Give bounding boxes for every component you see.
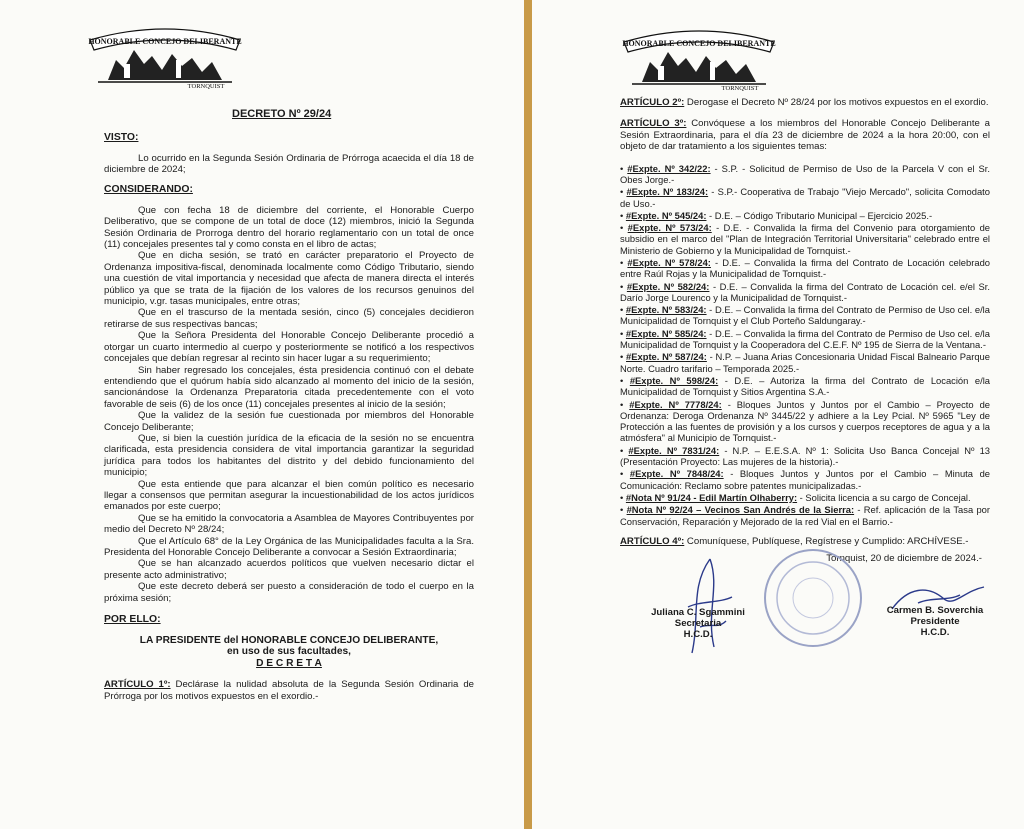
signature-secretary	[628, 607, 768, 640]
council-crest-logo-right	[620, 22, 778, 92]
agenda-item-text: - D.E. – Convalida la firma del Contrato de Permiso de Uso cel. e/la Municipalidad de Tornquist y el Club Porteño Saldungaray.-	[620, 304, 990, 327]
bullet-icon: •	[620, 280, 627, 292]
agenda-item	[620, 351, 990, 374]
agenda-item	[620, 163, 990, 186]
agenda-item-ref: #Expte. Nº 7831/24:	[628, 444, 720, 456]
president-name: Carmen B. Soverchia	[886, 604, 984, 616]
agenda-item-ref: #Expte. Nº 582/24:	[626, 280, 710, 292]
agenda-item	[620, 328, 990, 351]
secretary-role: Secretaria	[674, 617, 722, 629]
bullet-icon: •	[620, 444, 629, 456]
signature-president	[870, 605, 1000, 638]
signature-area	[620, 565, 990, 675]
agenda-item-ref: #Expte. Nº 598/24:	[629, 374, 719, 386]
agenda-item	[620, 504, 990, 527]
considerando-paragraph: Sin haber regresado los concejales, ésta presidencia continuó con el debate entendiendo que el quórum había sido alcanzado al momento del inicio de la sesión, sancionándose la Ordenanza Preparatoria citada precedentemente con el voto favorable de seis (6) de los once (11) concejales presentes al inicio de la sesión;	[104, 364, 474, 410]
agenda-item-ref: #Expte. Nº 342/22:	[627, 162, 711, 174]
bullet-icon: •	[620, 222, 628, 234]
bullet-icon: •	[620, 398, 630, 410]
agenda-item-ref: #Expte. Nº 7848/24:	[629, 468, 724, 480]
agenda-items-list	[620, 163, 990, 527]
article-2-label: ARTÍCULO 2º:	[620, 97, 685, 108]
crest-town-text-right: TORNQUIST	[721, 85, 759, 92]
visto-text: Lo ocurrido en la Segunda Sesión Ordinaria de Prórroga acaecida el día 18 de diciembre de 2024;	[104, 153, 474, 176]
agenda-item	[620, 304, 990, 327]
official-seal-stamp	[758, 543, 868, 653]
considerando-paragraph: Que este decreto deberá ser puesto a consideración de todo el cuerpo en la próxima sesión;	[104, 581, 474, 604]
agenda-item	[620, 492, 990, 503]
agenda-item-ref: #Expte. Nº 545/24:	[625, 209, 707, 221]
article-1-label: ARTÍCULO 1º:	[104, 679, 171, 691]
agenda-item-text: - N.P. – Juana Arias Concesionaria Unidad Fiscal Balneario Parque Norte. Cuadro tarifario – Temporada 2025.-	[620, 351, 990, 374]
secretary-body: H.C.D.	[683, 628, 713, 640]
agenda-item-ref: #Expte. Nº 183/24:	[626, 186, 709, 198]
considerando-paragraph: Que se ha emitido la convocatoria a Asamblea de Mayores Contribuyentes por medio del Decreto Nº 28/24;	[104, 512, 474, 536]
agenda-item-text: - D.E. – Convalida la firma del Contrato de Locación cel. e/el Sr. Darío Jorge Lourenco y la Municipalidad de Tornquist.-	[620, 280, 990, 303]
bullet-icon: •	[620, 209, 626, 221]
agenda-item	[620, 210, 990, 221]
considerando-paragraph: Que esta entiende que para alcanzar el bien común político es necesario llegar a consensos que permitan asegurar la incuestionabilidad de los actos jurídicos emanados por este cuerpo;	[104, 478, 474, 513]
agenda-item-text: - Solicita licencia a su cargo de Concejal.	[797, 491, 971, 503]
agenda-item-text: - S.P.- Cooperativa de Trabajo "Viejo Mercado", solicita Comodato de Uso.-	[620, 186, 990, 209]
agenda-item-ref: #Expte. Nº 585/24:	[625, 327, 707, 339]
considerando-paragraph: Que la Señora Presidenta del Honorable Concejo Deliberante procedió a otorgar un cuarto intermedio al cuerpo y posteriormente se notificó a los respectivos concejales que debían regresar al recinto sin hacer lugar a su requerimiento;	[104, 330, 474, 365]
article-3-label: ARTÍCULO 3º:	[620, 118, 687, 130]
bullet-icon: •	[620, 504, 627, 516]
article-4-text: Comuníquese, Publíquese, Regístrese y Cumplido: ARCHÍVESE.-	[684, 535, 969, 547]
considerando-paragraph: Que el Artículo 68° de la Ley Orgánica de las Municipalidades faculta a la Sra. Presidenta del Honorable Concejo Deliberante a convocar a Sesión Extraordinaria;	[104, 535, 474, 558]
agenda-item-ref: #Expte. Nº 7778/24:	[629, 398, 722, 410]
considerando-paragraph: Que con fecha 18 de diciembre del corriente, el Honorable Cuerpo Deliberativo, que se compone de un total de doce (12) miembros, inició la Segunda Sesión Ordinaria de Prorroga dentro del horario reglamentario con un total de once (11) concejales presentes tal y como consta en el libro de actas;	[104, 204, 474, 251]
agenda-item-text: - Ref. aplicación de la Tasa por Conservación, Reparación y Mejorado de la red Vial en el Barrio.-	[620, 504, 990, 527]
decree-title: DECRETO Nº 29/24	[232, 108, 332, 120]
council-crest-logo	[86, 20, 244, 90]
article-1-text: Declárase la nulidad absoluta de la Segunda Sesión Ordinaria de Prórroga por los motivos expuestos en el exordio.-	[104, 679, 474, 702]
agenda-item-ref: #Nota Nº 92/24 – Vecinos San Andrés de la Sierra:	[626, 504, 855, 516]
decreta-heading: D E C R E T A	[256, 657, 322, 669]
considerando-paragraph: Que se han alcanzado acuerdos políticos que vuelven necesario dictar el presente acto administrativo;	[104, 558, 474, 581]
bullet-icon: •	[620, 162, 628, 174]
agenda-item-text: - D.E. – Convalida la firma del Contrato de Permiso de Uso cel. e/la Municipalidad de Tornquist y la Cooperadora del C.E.F. Nº 195 de Sierra de la Ventana.-	[620, 327, 990, 351]
agenda-item-text: - S.P. - Solicitud de Permiso de Uso de la Parcela V con el Sr. Obes Jorge.-	[620, 162, 990, 185]
visto-heading: VISTO:	[104, 132, 139, 143]
agenda-item	[620, 257, 990, 280]
bullet-icon: •	[620, 468, 630, 480]
agenda-item	[620, 399, 990, 444]
bullet-icon: •	[620, 327, 626, 339]
agenda-item-text: - Bloques Juntos y Juntos por el Cambio – Minuta de Comunicación: Reclamo sobre patentes municipalizadas.-	[620, 468, 991, 491]
bullet-icon: •	[620, 186, 627, 198]
bullet-icon: •	[620, 257, 628, 268]
agenda-item	[620, 445, 990, 468]
president-body: H.C.D.	[920, 626, 950, 638]
agenda-item-text: - Bloques Juntos y Juntos por el Cambio – Proyecto de Ordenanza: Deroga Ordenanza Nº 3445/22 y adhiere a la Ley Pcial. Nº 5965 "Ley de Protección a las fuentes de provisión y a los cursos y cuerpos receptores de agua y a la atmósfera" al Municipio de Tornquist.-	[620, 398, 991, 444]
article-2-text: Derogase el Decreto Nº 28/24 por los motivos expuestos en el exordio.	[684, 97, 989, 108]
considerando-heading: CONSIDERANDO:	[104, 183, 193, 195]
president-role: Presidente	[910, 615, 960, 627]
considerando-paragraph: Que en dicha sesión, se trató en carácter preparatorio el Proyecto de Ordenanza impositiva-fiscal, denominada localmente como Código Tributario, siendo una cuestión de vital importancia y necesidad que afecta de manera directa el interés público ya que se trata de la fijación de los valores de los recursos genuinos del municipio, v.gr. tasas municipales, entre otras;	[104, 250, 474, 308]
crest-town-text: TORNQUIST	[187, 83, 225, 90]
agenda-item-ref: #Expte. Nº 587/24:	[626, 351, 707, 363]
authority-line-2: en uso de sus facultades,	[227, 646, 351, 658]
secretary-name: Juliana C. Sgammini	[651, 606, 745, 618]
agenda-item-text: - D.E. - Convalida la firma del Convenio para otorgamiento de subsidio en el marco del "Plan de Integración Territorial Universitaria" celebrado entre el Ministerio de Gobierno y la Municipalidad de Tornquist.-	[620, 222, 991, 256]
bullet-icon: •	[620, 491, 626, 503]
agenda-item-text: - D.E. – Código Tributario Municipal – Ejercicio 2025.-	[706, 209, 933, 221]
agenda-item-ref: #Expte. Nº 573/24:	[627, 222, 712, 234]
crest-banner-text: HONORABLE CONCEJO DELIBERANTE	[88, 37, 242, 46]
agenda-item-ref: #Nota Nº 91/24 - Edil Martín Olhaberry:	[625, 491, 798, 503]
agenda-item	[620, 222, 990, 256]
bullet-icon: •	[620, 374, 630, 386]
document-page-right	[532, 0, 1024, 829]
agenda-item-text: - N.P. – E.E.S.A. Nº 1: Solicita Uso Banca Concejal Nº 13 (Presentación Proyecto: Las mujeres de la historia).-	[620, 444, 991, 468]
por-ello-heading: POR ELLO:	[104, 614, 161, 626]
date-line: Tornquist, 20 de diciembre de 2024.-	[826, 553, 982, 565]
agenda-item	[620, 281, 990, 304]
agenda-item-text: - D.E. – Autoriza la firma del Contrato de Locación e/la Municipalidad de Tornquist y Sitios Argentina S.A.-	[620, 374, 990, 398]
agenda-item-ref: #Expte. Nº 583/24:	[625, 304, 707, 316]
agenda-item	[620, 375, 990, 398]
agenda-item	[620, 186, 990, 209]
agenda-item	[620, 468, 990, 491]
authority-line-1: LA PRESIDENTE del HONORABLE CONCEJO DELIBERANTE,	[139, 635, 439, 647]
agenda-item-ref: #Expte. Nº 578/24:	[627, 257, 711, 268]
considerando-paragraph: Que, si bien la cuestión jurídica de la eficacia de la sesión no se encuentra clarificada, esta presidencia considera de vital importancia garantizar la seguridad jurídica para todos los habitantes del distrito y del debido funcionamiento del municipio;	[104, 432, 474, 479]
agenda-item-text: - D.E. – Convalida la firma del Contrato de Locación celebrado entre Raúl Rojas y la Municipalidad de Tornquist.-	[620, 257, 990, 280]
bullet-icon: •	[620, 304, 626, 316]
considerando-paragraph: Que la validez de la sesión fue cuestionada por miembros del Honorable Concejo Deliberante;	[104, 410, 474, 433]
considerando-paragraphs	[104, 205, 474, 604]
considerando-paragraph: Que en el trascurso de la mentada sesión, cinco (5) concejales decidieron retirarse de sus respectivas bancas;	[104, 307, 474, 330]
article-4-label: ARTÍCULO 4º:	[620, 535, 685, 547]
bullet-icon: •	[620, 351, 627, 363]
article-3-text: Convóquese a los miembros del Honorable Concejo Deliberante a Sesión Extraordinaria, para el día 23 de diciembre de 2024 a la hora 20:00, con el objeto de dar tratamiento a los siguientes temas:	[620, 118, 991, 153]
crest-banner-text-right: HONORABLE CONCEJO DELIBERANTE	[622, 39, 776, 48]
